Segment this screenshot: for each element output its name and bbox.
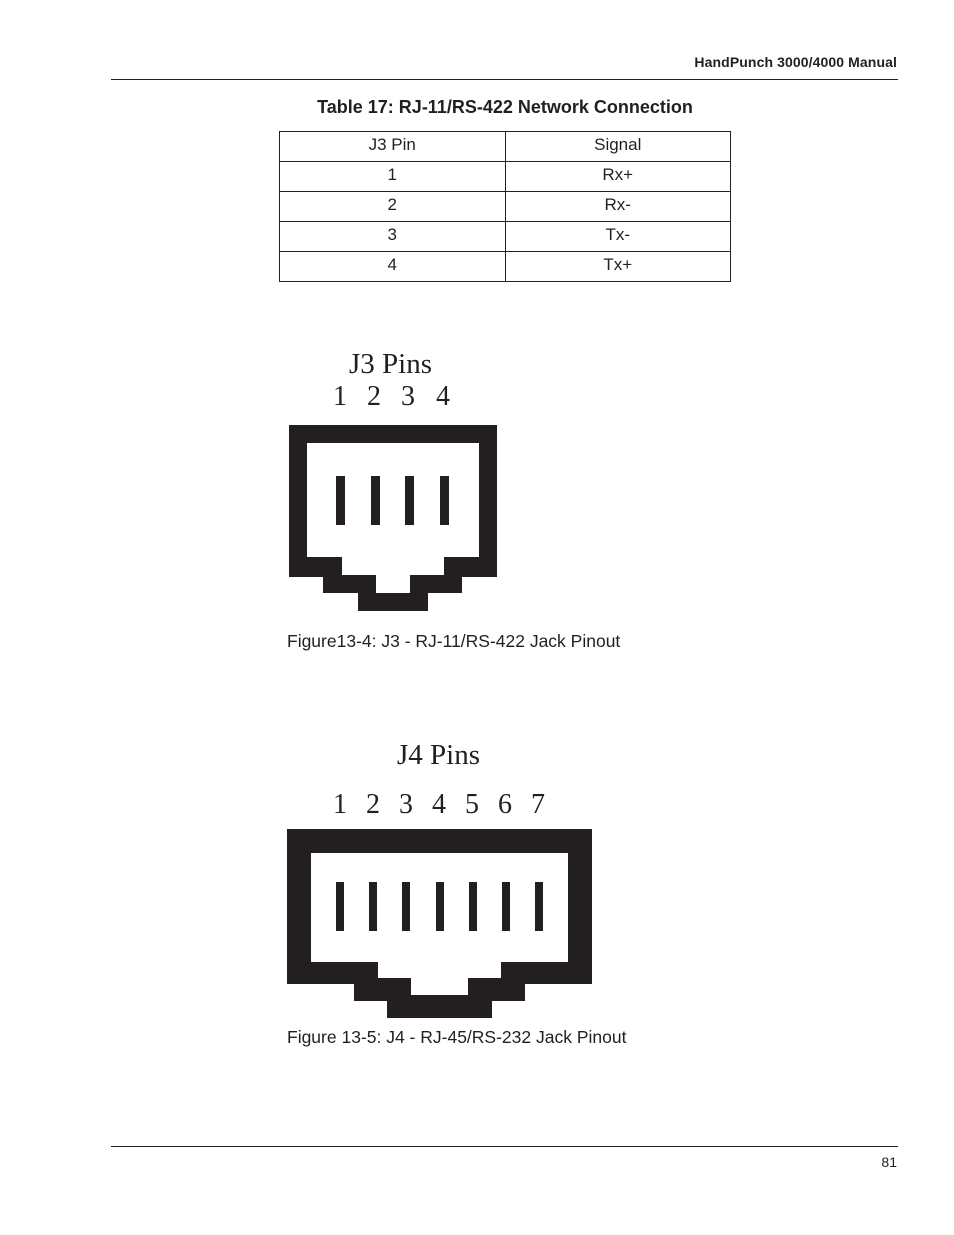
j3-pin-number: 3 bbox=[401, 381, 415, 412]
rj11-pin-contact bbox=[336, 476, 345, 525]
pin-cell: 3 bbox=[280, 222, 506, 252]
rj45-jack-diagram bbox=[287, 829, 592, 1018]
j4-pin-number: 1 bbox=[333, 789, 347, 820]
j4-pin-number: 3 bbox=[399, 789, 413, 820]
j3-pin-number: 1 bbox=[333, 381, 347, 412]
j4-pin-number: 7 bbox=[531, 789, 545, 820]
j4-pin-number: 6 bbox=[498, 789, 512, 820]
rj11-jack-outline bbox=[289, 425, 497, 611]
j4-pin-number: 2 bbox=[366, 789, 380, 820]
footer-rule bbox=[111, 1146, 898, 1147]
running-header: HandPunch 3000/4000 Manual bbox=[694, 54, 897, 70]
signal-cell: Rx+ bbox=[505, 162, 731, 192]
signal-cell: Rx- bbox=[505, 192, 731, 222]
signal-cell: Tx- bbox=[505, 222, 731, 252]
j3-pins-title: J3 Pins bbox=[349, 348, 433, 380]
pin-cell: 4 bbox=[280, 252, 506, 282]
rj11-pin-contact bbox=[405, 476, 414, 525]
j4-pin-number: 4 bbox=[432, 789, 446, 820]
rj45-pin-contact bbox=[436, 882, 444, 931]
rj45-pin-contact bbox=[369, 882, 377, 931]
rj45-pin-contact bbox=[535, 882, 543, 931]
table-caption: Table 17: RJ-11/RS-422 Network Connection bbox=[317, 97, 693, 117]
rj11-pin-contact bbox=[440, 476, 449, 525]
rj45-pin-contact bbox=[402, 882, 410, 931]
figure-13-4-caption: Figure13-4: J3 - RJ-11/RS-422 Jack Pinout bbox=[287, 631, 621, 651]
pin-cell: 1 bbox=[280, 162, 506, 192]
pin-cell: 2 bbox=[280, 192, 506, 222]
rj45-pin-contact bbox=[502, 882, 510, 931]
rj11-jack-diagram bbox=[289, 425, 497, 611]
rj11-pin-contact bbox=[371, 476, 380, 525]
rj45-pin-contact bbox=[336, 882, 344, 931]
j3-pin-number: 2 bbox=[367, 381, 381, 412]
column-header-signal: Signal bbox=[505, 132, 731, 162]
column-header-j3-pin: J3 Pin bbox=[280, 132, 506, 162]
page-number: 81 bbox=[881, 1154, 897, 1170]
j4-pin-number: 5 bbox=[465, 789, 479, 820]
j3-pin-number: 4 bbox=[436, 381, 450, 412]
rj45-pin-contact bbox=[469, 882, 477, 931]
figure-13-5-caption: Figure 13-5: J4 - RJ-45/RS-232 Jack Pinout bbox=[287, 1027, 627, 1047]
signal-cell: Tx+ bbox=[505, 252, 731, 282]
j4-pins-title: J4 Pins bbox=[397, 739, 481, 771]
